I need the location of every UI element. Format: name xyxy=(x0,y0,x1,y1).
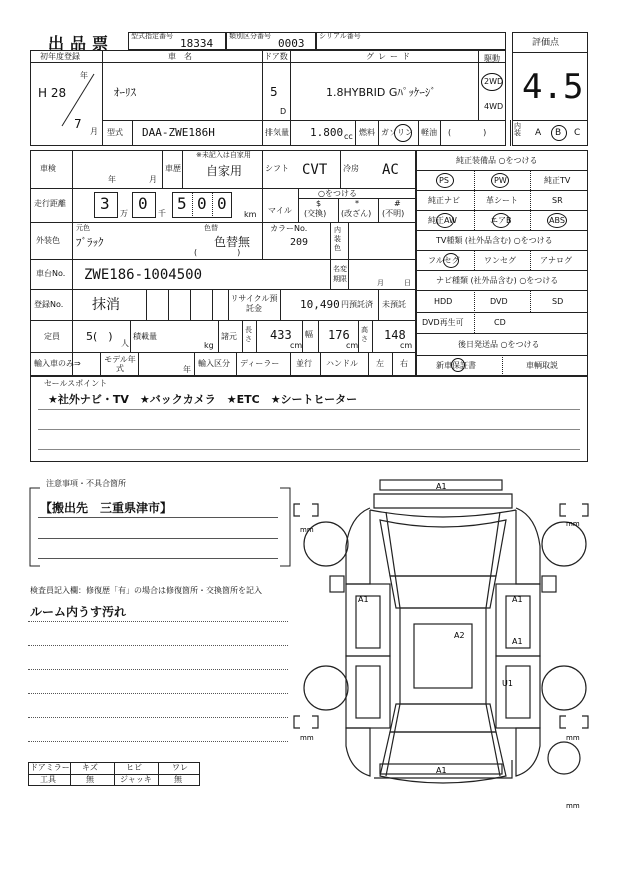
drive-label: 駆動 xyxy=(484,54,500,63)
shaken-year-unit: 年 xyxy=(108,175,116,184)
recycle-amount: 10,490 xyxy=(300,298,340,311)
equip-gnavi: 純正ナビ xyxy=(428,196,460,205)
navi-dvd-play: DVD再生可 xyxy=(422,318,464,327)
mileage-unknown: (不明) xyxy=(382,209,405,218)
mileage-digit-5: 0 xyxy=(217,194,227,213)
first-reg-era: H 28 xyxy=(38,86,67,100)
displacement: 1.800 xyxy=(310,126,344,139)
history-label: 車歴 xyxy=(165,164,181,173)
mileage-swap-symbol: $ xyxy=(316,199,322,208)
interior-label: 内装 xyxy=(514,122,521,137)
damage-roof: A2 xyxy=(454,631,465,640)
legend-tools-value: 無 xyxy=(86,775,94,784)
fuel-diesel: 軽油 xyxy=(421,128,437,137)
later-warranty-circle xyxy=(451,358,465,372)
drive-2wd-circle xyxy=(481,73,503,91)
shaken-label: 車検 xyxy=(40,164,56,173)
mileage-sen-unit: 千 xyxy=(158,209,166,218)
fuel-other: ( ) xyxy=(448,128,487,137)
later-manual: 車輌取説 xyxy=(526,361,558,370)
door-label: ドア数 xyxy=(264,52,288,61)
mileage-label: 走行距離 xyxy=(34,199,66,208)
mileage-digit-4: 0 xyxy=(197,194,207,213)
tire-mm-spare: mm xyxy=(566,802,580,810)
repaint-value: 色替無 xyxy=(214,235,251,249)
width: 176 xyxy=(328,328,350,342)
later-shipment-header: 後日発送品 ○をつける xyxy=(458,340,540,349)
equip-aw-circle xyxy=(436,213,454,228)
tire-mm-rear-left: mm xyxy=(300,734,314,742)
displacement-unit: cc xyxy=(344,132,353,141)
length-label: 長さ xyxy=(245,326,252,343)
color-label: 外装色 xyxy=(36,236,60,245)
equip-galw: 純正AW xyxy=(428,216,457,225)
fuel-gasoline-circle xyxy=(394,124,412,142)
navi-dvd: DVD xyxy=(490,297,508,306)
door-count: 5 xyxy=(270,85,278,99)
car-damage-diagram xyxy=(290,476,600,812)
tire-mm-rear-right: mm xyxy=(566,734,580,742)
mileage-digit-1: 3 xyxy=(100,194,110,213)
score-value: 4.5 xyxy=(522,67,584,107)
equip-gtv: 純正TV xyxy=(544,176,571,185)
damage-rear-right: U1 xyxy=(502,679,513,688)
model-label: 型式 xyxy=(107,128,123,137)
mileage-digit-2: 0 xyxy=(138,194,148,213)
load-label: 積載量 xyxy=(133,332,157,341)
inspector-text: ルーム内うす汚れ xyxy=(30,605,127,619)
import-parallel: 並行 xyxy=(296,359,312,368)
shift: CVT xyxy=(302,162,328,178)
name-change-month-unit: 月 xyxy=(377,279,384,287)
import-kind-label: 輸入区分 xyxy=(198,359,230,368)
mileage-tamper-symbol: * xyxy=(355,199,359,208)
legend-crack: ヒビ xyxy=(126,763,142,772)
class-num-label: 類別区分番号 xyxy=(229,32,271,40)
repaint-paren: ( ) xyxy=(194,248,241,257)
handle-right: 右 xyxy=(400,359,408,368)
dims-label: 諸元 xyxy=(221,332,237,341)
orig-color-label: 元色 xyxy=(76,224,90,232)
recycle-not-deposited: 未預託 xyxy=(382,300,406,309)
model-year-unit: 年 xyxy=(183,365,191,374)
chassis-label: 車台No. xyxy=(36,269,66,278)
load-unit: kg xyxy=(204,341,214,350)
legend-tools: 工具 xyxy=(40,775,56,784)
sales-point-label: セールスポイント xyxy=(44,379,108,388)
damage-right-rear-door: A1 xyxy=(512,637,523,646)
recycle-label: リサイクル預託金 xyxy=(230,294,278,313)
sales-point-text: ★社外ナビ・TV ★バックカメラ ★ETC ★シートヒーター xyxy=(48,393,358,406)
first-reg-year-unit: 年 xyxy=(80,71,88,80)
equip-airbag-circle xyxy=(492,213,510,228)
legend-scratch: キズ xyxy=(82,763,98,772)
mileage-note: ○をつける xyxy=(318,189,357,198)
class-num-value: 0003 xyxy=(278,37,305,50)
color-no: 209 xyxy=(290,237,309,248)
sheet-title: 出品票 xyxy=(48,34,115,53)
recycle-unit: 円預託済 xyxy=(341,300,373,309)
displacement-label: 排気量 xyxy=(265,128,289,137)
drive-2wd: 2WD xyxy=(484,77,504,86)
name-change-day-unit: 日 xyxy=(404,279,411,287)
legend-jack-value: 無 xyxy=(174,775,182,784)
equip-airbag: エアB xyxy=(490,216,512,225)
height-unit: cm xyxy=(400,341,413,350)
tv-oneseg: ワンセグ xyxy=(484,256,516,265)
mileage-unknown-symbol: # xyxy=(394,199,401,208)
navi-cd: CD xyxy=(494,318,506,327)
grade-label: グレード xyxy=(366,52,414,61)
interior-c: C xyxy=(574,128,581,138)
capacity-unit: 人 xyxy=(121,339,129,348)
navi-sd: SD xyxy=(552,297,564,306)
mileage-mile: マイル xyxy=(268,206,292,215)
damage-front-bumper: A1 xyxy=(436,482,447,491)
door-type: D xyxy=(280,107,287,116)
length: 433 xyxy=(270,328,292,342)
history: 自家用 xyxy=(206,164,243,178)
grade: 1.8HYBRID Gﾊﾟｯｹｰｼﾞ xyxy=(326,86,436,99)
import-label: 輸入車のみ⇒ xyxy=(34,359,81,368)
interior-color-label: 内装色 xyxy=(334,226,341,252)
equip-abs-circle xyxy=(547,213,567,228)
height-label: 高さ xyxy=(361,326,368,343)
width-unit: cm xyxy=(346,341,359,350)
shift-label: シフト xyxy=(265,164,289,173)
tv-fullseg-circle xyxy=(443,253,459,268)
registration-label: 登録No. xyxy=(34,300,64,309)
genuine-equipment-header: 純正装備品 ○をつける xyxy=(456,156,538,165)
equip-pw-circle xyxy=(491,173,509,188)
equip-sr: SR xyxy=(552,196,563,205)
navi-type-header: ナビ種類 (社外品含む) ○をつける xyxy=(436,276,559,285)
repaint-label: 色替 xyxy=(204,224,218,232)
equip-ps: PS xyxy=(439,176,449,185)
inspector-label: 検査員記入欄：修復歴「有」の場合は修復箇所・交換箇所を記入 xyxy=(30,586,262,595)
first-reg-month-unit: 月 xyxy=(90,127,98,136)
equip-leather: 革シート xyxy=(486,196,518,205)
name-change-label: 名変期限 xyxy=(333,265,347,283)
equip-ps-circle xyxy=(436,173,454,188)
ac-label: 冷房 xyxy=(343,164,359,173)
ac: AC xyxy=(382,162,399,178)
later-new-warranty: 新車保証書 xyxy=(436,361,476,370)
type-num-value: 18334 xyxy=(180,37,214,50)
drive-4wd: 4WD xyxy=(484,102,504,111)
handle-label: ハンドル xyxy=(326,359,358,368)
handle-left: 左 xyxy=(376,359,384,368)
interior-a: A xyxy=(535,128,542,138)
damage-right-front-door: A1 xyxy=(512,595,523,604)
import-dealer: ディーラー xyxy=(240,359,280,368)
color-no-label: カラーNo. xyxy=(270,224,308,233)
history-note: ※未記入は自家用 xyxy=(196,151,251,159)
mileage-swap: (交換) xyxy=(304,209,327,218)
height: 148 xyxy=(384,328,406,342)
tv-analog: アナログ xyxy=(540,256,572,265)
exterior-color: ﾌﾞﾗｯｸ xyxy=(76,236,104,249)
tv-type-header: TV種類 (社外品含む) ○をつける xyxy=(436,236,553,245)
legend-mirror: ドアミラー xyxy=(30,763,70,772)
first-reg-month: 7 xyxy=(74,117,82,131)
interior-b-circle xyxy=(551,125,567,141)
tire-mm-front-right: mm xyxy=(566,520,580,528)
equip-abs: ABS xyxy=(549,216,565,225)
first-reg-label: 初年度登録 xyxy=(40,52,80,61)
notes-label: 注意事項・不具合箇所 xyxy=(46,479,126,488)
interior-b: B xyxy=(555,128,562,138)
fuel-label: 燃料 xyxy=(359,128,375,137)
legend-jack: ジャッキ xyxy=(120,775,152,784)
damage-left-front-door: A1 xyxy=(358,595,369,604)
type-num-label: 型式指定番号 xyxy=(131,32,173,40)
chassis-number: ZWE186-1004500 xyxy=(84,267,203,283)
equip-pw: PW xyxy=(494,176,507,185)
capacity: 5( ) xyxy=(86,330,113,343)
serial-label: シリアル番号 xyxy=(319,32,361,40)
model-code: DAA-ZWE186H xyxy=(142,126,215,139)
shaken-month-unit: 月 xyxy=(149,175,157,184)
car-name-label: 車 名 xyxy=(168,52,192,61)
notes-text: 【搬出先 三重県津市】 xyxy=(40,501,173,515)
mileage-tamper: (改ざん) xyxy=(341,209,372,218)
mileage-man-unit: 万 xyxy=(120,209,128,218)
fuel-gasoline: ガソリン xyxy=(381,128,413,137)
tv-fullseg: フルセグ xyxy=(428,256,460,265)
score-label: 評価点 xyxy=(532,38,560,48)
car-name: ｵｰﾘｽ xyxy=(114,86,136,99)
mileage-km-unit: km xyxy=(244,210,257,219)
width-label: 幅 xyxy=(305,330,313,339)
model-year-label: モデル年式 xyxy=(104,355,136,373)
legend-break: ワレ xyxy=(172,763,188,772)
tire-mm-front-left: mm xyxy=(300,526,314,534)
length-unit: cm xyxy=(290,341,303,350)
damage-rear-bumper: A1 xyxy=(436,766,447,775)
capacity-label: 定員 xyxy=(44,332,60,341)
navi-hdd: HDD xyxy=(434,297,453,306)
mileage-digit-3: 5 xyxy=(177,194,187,213)
registration-number: 抹消 xyxy=(92,297,120,313)
